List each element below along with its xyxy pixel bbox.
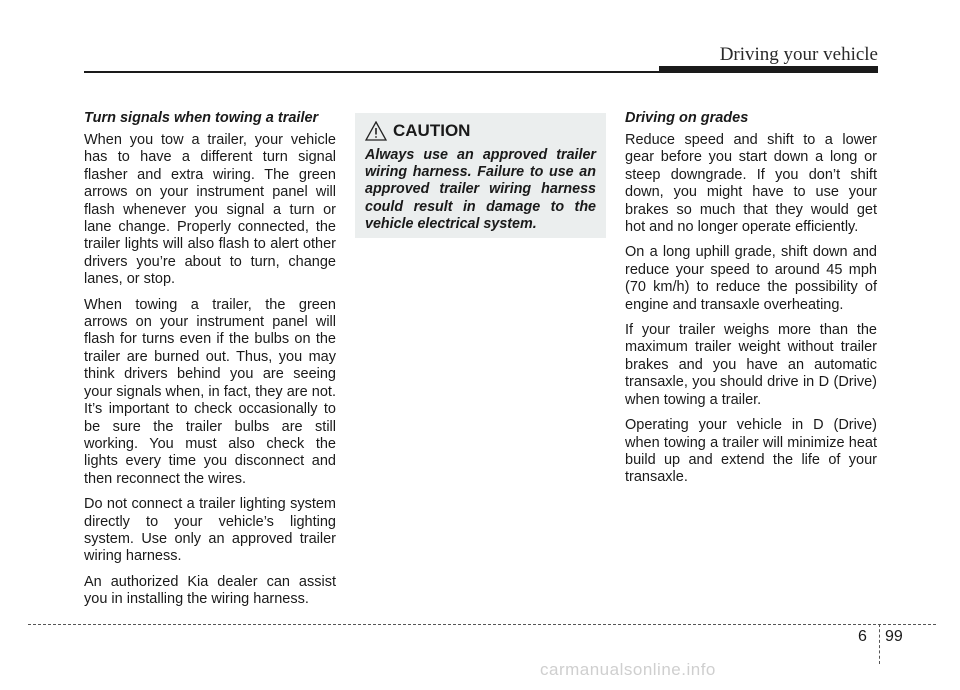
paragraph: Operating your vehicle in D (Drive) when towing a trailer will minimize heat build up and extend the life of your transaxle. (625, 417, 877, 486)
paragraph: When you tow a trailer, your vehicle has to have a different turn signal flasher and extra wiring. The green arrows on your instrument panel will flash whenever you signal a turn or lane change. Properly connected, the trailer lights will also flash to alert other drivers you’re about to turn, change lanes, or stop. (84, 132, 336, 288)
paragraph: On a long uphill grade, shift down and reduce your speed to around 45 mph (70 km/h) to reduce the possibility of engine and transaxle overheating. (625, 244, 877, 313)
caution-header (365, 121, 596, 141)
section-title-turn-signals: Turn signals when towing a trailer (84, 110, 319, 126)
right-column (625, 110, 877, 495)
page-number-divider (879, 624, 880, 664)
page-header-title: Driving your vehicle (719, 44, 878, 65)
paragraph: Reduce speed and shift to a lower gear before you start down a long or steep downgrade. If you don’t shift down, you might have to use your brakes so much that they would get hot and no longer operate efficiently. (625, 132, 877, 236)
left-column (84, 110, 336, 617)
paragraph: An authorized Kia dealer can assist you in installing the wiring harness. (84, 573, 336, 608)
caution-box (355, 113, 606, 238)
footer-rule (28, 624, 936, 625)
paragraph: Do not connect a trailer lighting system directly to your vehicle’s lighting system. Use only an approved trailer wiring harness. (84, 496, 336, 565)
watermark: carmanualsonline.info (540, 660, 716, 679)
header-rule (84, 71, 659, 73)
paragraph: When towing a trailer, the green arrows on your instrument panel will flash for turns even if the bulbs on the trailer are burned out. Thus, you may think drivers behind you are seeing your signals when, in fact, they are not. It’s important to check occasionally to be sure the trailer bulbs are still working. You must also check the lights every time you disconnect and then reconnect the wires. (84, 296, 336, 487)
paragraph: If your trailer weighs more than the maximum trailer weight without trailer brakes and you have an automatic transaxle, you should drive in D (Drive) when towing a trailer. (625, 322, 877, 408)
caution-title: CAUTION (393, 121, 471, 140)
page-number: 99 (885, 628, 903, 645)
section-number: 6 (858, 628, 867, 645)
warning-triangle-icon (365, 121, 387, 141)
section-title-driving-on-grades: Driving on grades (625, 110, 749, 126)
caution-text: Always use an approved trailer wiring harness. Failure to use an approved trailer wiring harness could result in damage to the vehicle electrical system. (365, 147, 596, 232)
header-bar (659, 66, 878, 73)
